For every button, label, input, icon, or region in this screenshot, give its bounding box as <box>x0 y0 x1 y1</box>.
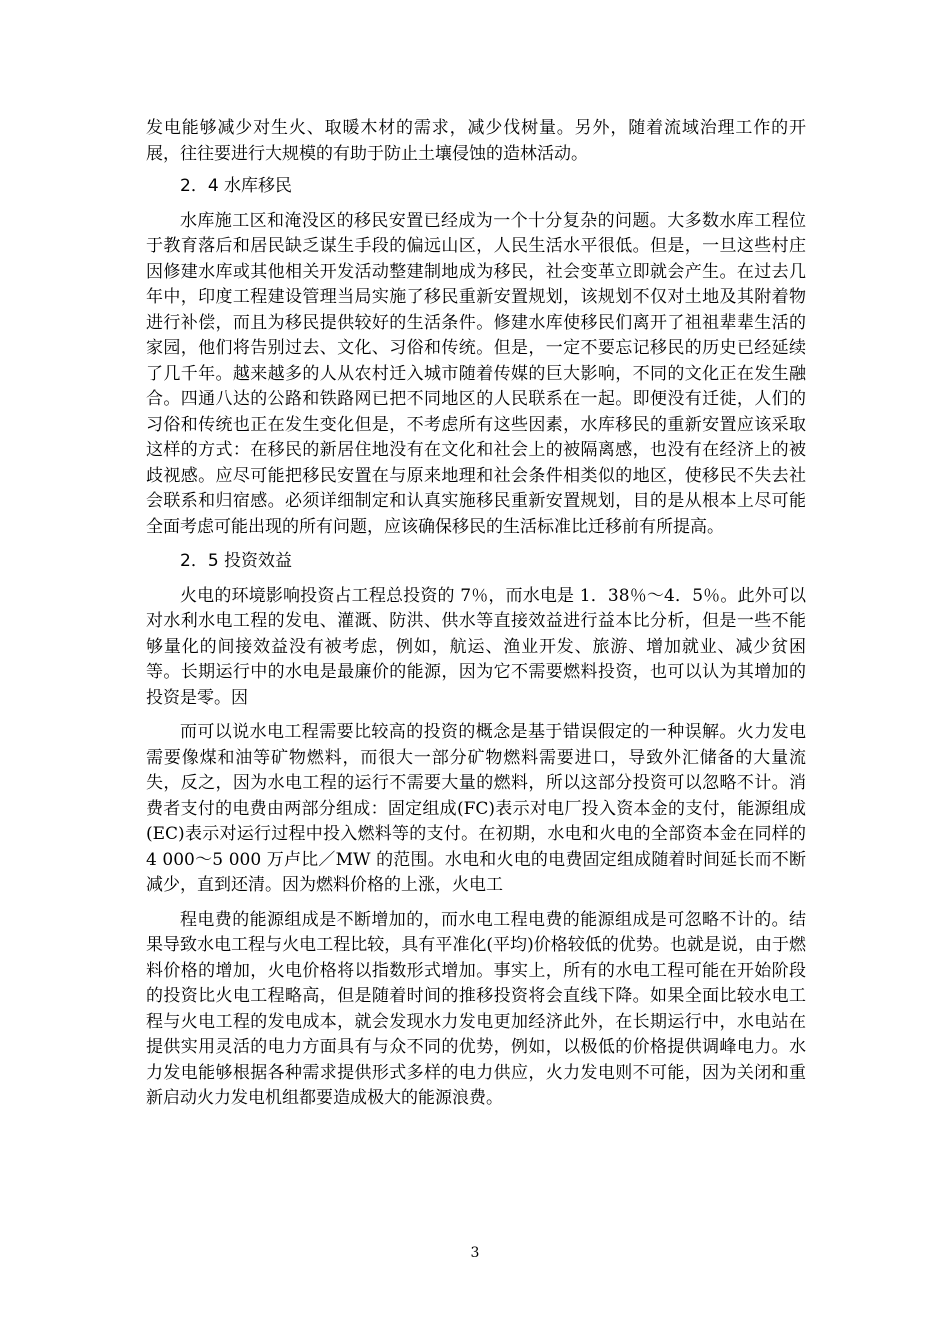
page-number: 3 <box>470 1245 480 1261</box>
section-heading-2-4: 2．4 水库移民 <box>180 176 293 196</box>
document-page <box>146 116 806 1121</box>
paragraph-continuation: 发电能够减少对生火、取暖木材的需求，减少伐树量。另外，随着流域治理工作的开展，往往要进行大规模的有助于防止土壤侵蚀的造林活动。 <box>146 118 806 164</box>
section-heading-2-5: 2．5 投资效益 <box>180 551 293 571</box>
paragraph-investment-1: 火电的环境影响投资占工程总投资的 7％，而水电是 1．38％～4．5％。此外可以对水利水电工程的发电、灌溉、防洪、供水等直接效益进行益本比分析，但是一些不能够量化的间接效益没有被考虑，例如，航运、渔业开发、旅游、增加就业、减少贫困等。长期运行中的水电是最廉价的能源，因为它不需要燃料投资，也可以认为其增加的投资是零。因 <box>146 585 806 708</box>
paragraph-investment-2: 而可以说水电工程需要比较高的投资的概念是基于错误假定的一种误解。火力发电需要像煤和油等矿物燃料，而很大一部分矿物燃料需要进口，导致外汇储备的大量流失，反之，因为水电工程的运行不需要大量的燃料，所以这部分投资可以忽略不计。消费者支付的电费由两部分组成：固定组成(FC)表示对电厂投入资本金的支付，能源组成(EC)表示对运行过程中投入燃料等的支付。在初期，水电和火电的全部资本金在同样的 4 000～5 000 万卢比／MW 的范围。水电和火电的电费固定组成随着时间延长而不断减少，直到还清。因为燃料价格的上涨，火电工 <box>146 722 806 895</box>
paragraph-investment-3: 程电费的能源组成是不断增加的，而水电工程电费的能源组成是可忽略不计的。结果导致水电工程与火电工程比较，具有平准化(平均)价格较低的优势。也就是说，由于燃料价格的增加，火电价格将以指数形式增加。事实上，所有的水电工程可能在开始阶段的投资比火电工程略高，但是随着时间的推移投资将会直线下降。如果全面比较水电工程与火电工程的发电成本，就会发现水力发电更加经济此外，在长期运行中，水电站在提供实用灵活的电力方面具有与众不同的优势，例如，以极低的价格提供调峰电力。水力发电能够根据各种需求提供形式多样的电力供应，火力发电则不可能，因为关闭和重新启动火力发电机组都要造成极大的能源浪费。 <box>146 909 806 1108</box>
paragraph-resettlement: 水库施工区和淹没区的移民安置已经成为一个十分复杂的问题。大多数水库工程位于教育落后和居民缺乏谋生手段的偏远山区，人民生活水平很低。但是，一旦这些村庄因修建水库或其他相关开发活动整建制地成为移民，社会变革立即就会产生。在过去几年中，印度工程建设管理当局实施了移民重新安置规划，该规划不仅对土地及其附着物进行补偿，而且为移民提供较好的生活条件。修建水库使移民们离开了祖祖辈辈生活的家园，他们将告别过去、文化、习俗和传统。但是，一定不要忘记移民的历史已经延续了几千年。越来越多的人从农村迁入城市随着传媒的巨大影响，不同的文化正在发生融合。四通八达的公路和铁路网已把不同地区的人民联系在一起。即便没有迁徙，人们的习俗和传统也正在发生变化但是，不考虑所有这些因素，水库移民的重新安置应该采取这样的方式：在移民的新居住地没有在文化和社会上的被隔离感，也没有在经济上的被歧视感。应尽可能把移民安置在与原来地理和社会条件相类似的地区，使移民不失去社会联系和归宿感。必须详细制定和认真实施移民重新安置规划，目的是从根本上尽可能全面考虑可能出现的所有问题，应该确保移民的生活标准比迁移前有所提高。 <box>146 210 806 537</box>
